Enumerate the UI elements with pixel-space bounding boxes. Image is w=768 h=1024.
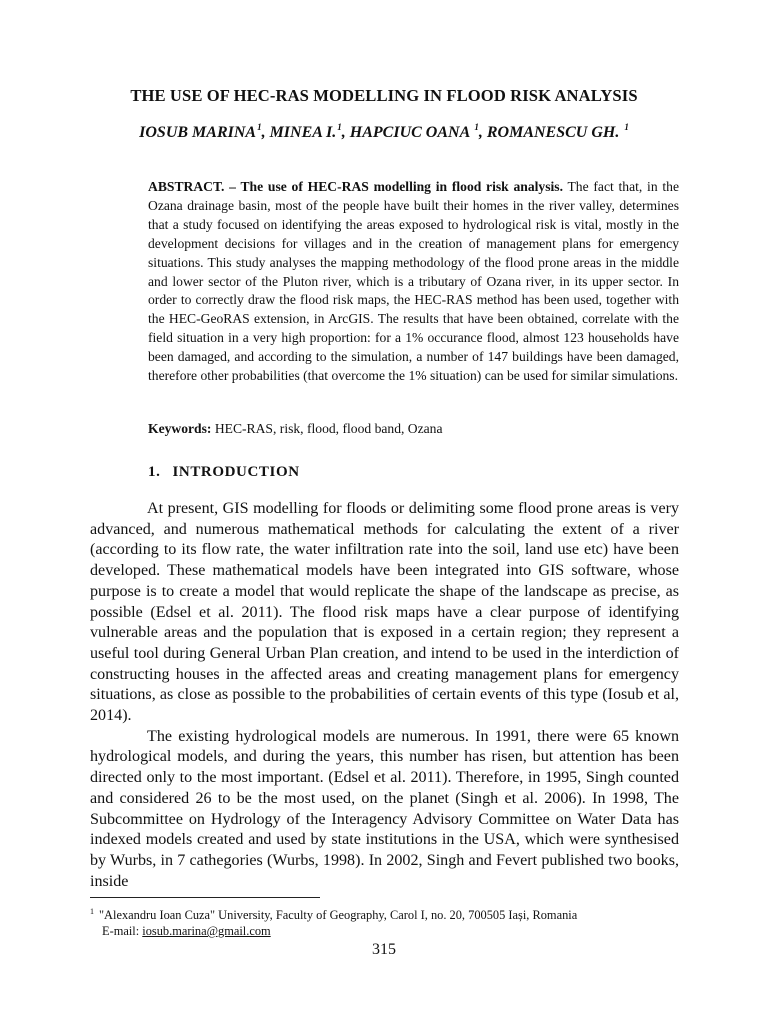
author-separator: , xyxy=(341,124,350,141)
paragraph: The existing hydrological models are numerous. In 1991, there were 65 known hydrological models, and during the years, this number has risen, but attention has been directed only to the most important. (Edsel et al. 2011). Therefore, in 1995, Singh counted and considered 26 to be the most used, on the planet (Singh et al. 2006). In 1998, The Subcommittee on Hydrology of the Interagency Advisory Committee on Water Data has indexed models created and used by state institutions in the USA, which were synthesised by Wurbs, in 7 cathegories (Wurbs, 1998). In 2002, Singh and Fevert published two books, inside xyxy=(90,727,679,890)
page-number: 315 xyxy=(372,941,396,958)
author-name: MINEA I. xyxy=(269,124,337,141)
author-separator: , xyxy=(478,124,487,141)
footnote-mark: 1 xyxy=(90,907,94,916)
paper-title: THE USE OF HEC-RAS MODELLING IN FLOOD RISK ANALYSIS xyxy=(130,86,638,105)
body-text xyxy=(90,499,679,892)
author-list xyxy=(0,122,768,142)
author-separator: , xyxy=(261,124,270,141)
abstract-lead: ABSTRACT. – The use of HEC-RAS modelling in flood risk analysis. xyxy=(148,179,563,194)
abstract xyxy=(148,178,679,386)
affiliation-mark: 1 xyxy=(257,122,262,132)
footnote-affiliation: "Alexandru Ioan Cuza" University, Faculty of Geography, Carol I, no. 20, 700505 Iași, Romania xyxy=(99,908,578,922)
author-name: HAPCIUC OANA xyxy=(349,124,474,141)
paragraph: At present, GIS modelling for floods or delimiting some flood prone areas is very advanced, and numerous mathematical methods for calculating the extent of a river (according to its flow rate, the water infiltration rate into the soil, land use etc) have been developed. These mathematical models have been integrated into GIS software, whose purpose is to create a model that would replicate the shape of the landscape as precise, as possible (Edsel et al. 2011). The flood risk maps have a clear purpose of identifying vulnerable areas and the population that is exposed in a certain region; they represent a useful tool during General Urban Plan creation, and intend to be used in the interdiction of constructing houses in the affected areas and creating management plans for emergency situations, as close as possible to the probabilities of certain events of this type (Iosub et al, 2014). xyxy=(90,500,679,725)
footnote-email-line xyxy=(90,923,690,939)
section-title: INTRODUCTION xyxy=(172,464,300,480)
email-link[interactable]: iosub.marina@gmail.com xyxy=(142,924,271,938)
footnote-divider xyxy=(90,897,320,898)
keywords-label: Keywords: xyxy=(148,421,212,436)
author-name: IOSUB MARINA xyxy=(139,124,257,141)
footnote-affiliation-line xyxy=(90,904,690,923)
keywords-text: HEC-RAS, risk, flood, flood band, Ozana xyxy=(211,421,443,436)
author-name: ROMANESCU GH. xyxy=(486,124,624,141)
affiliation-mark: 1 xyxy=(624,122,629,132)
email-label: E-mail: xyxy=(102,924,143,938)
footnote xyxy=(90,904,690,939)
affiliation-mark: 1 xyxy=(474,122,479,132)
abstract-text: The fact that, in the Ozana drainage basin, most of the people have built their homes in the river valley, determines that a study focused on identifying the areas exposed to hydrological risk is vital, mostly in the development decisions for villages and in the creation of management plans for emergency situations. This study analyses the mapping methodology of the flood prone areas in the middle and lower sector of the Pluton river, which is a tributary of Ozana river, in its upper sector. In order to correctly draw the flood risk maps, the HEC-RAS method has been used, together with the HEC-GeoRAS extension, in ArcGIS. The results that have been obtained, correlate with the field situation in a very high proportion: for a 1% occurance flood, almost 123 households have been damaged, and according to the simulation, a number of 147 buildings have been damaged, therefore other probabilities (that overcome the 1% situation) can be used for similar simulations. xyxy=(148,179,679,384)
section-number: 1. xyxy=(148,464,161,480)
affiliation-mark: 1 xyxy=(337,122,342,132)
keywords xyxy=(148,421,679,437)
section-heading xyxy=(148,464,300,481)
